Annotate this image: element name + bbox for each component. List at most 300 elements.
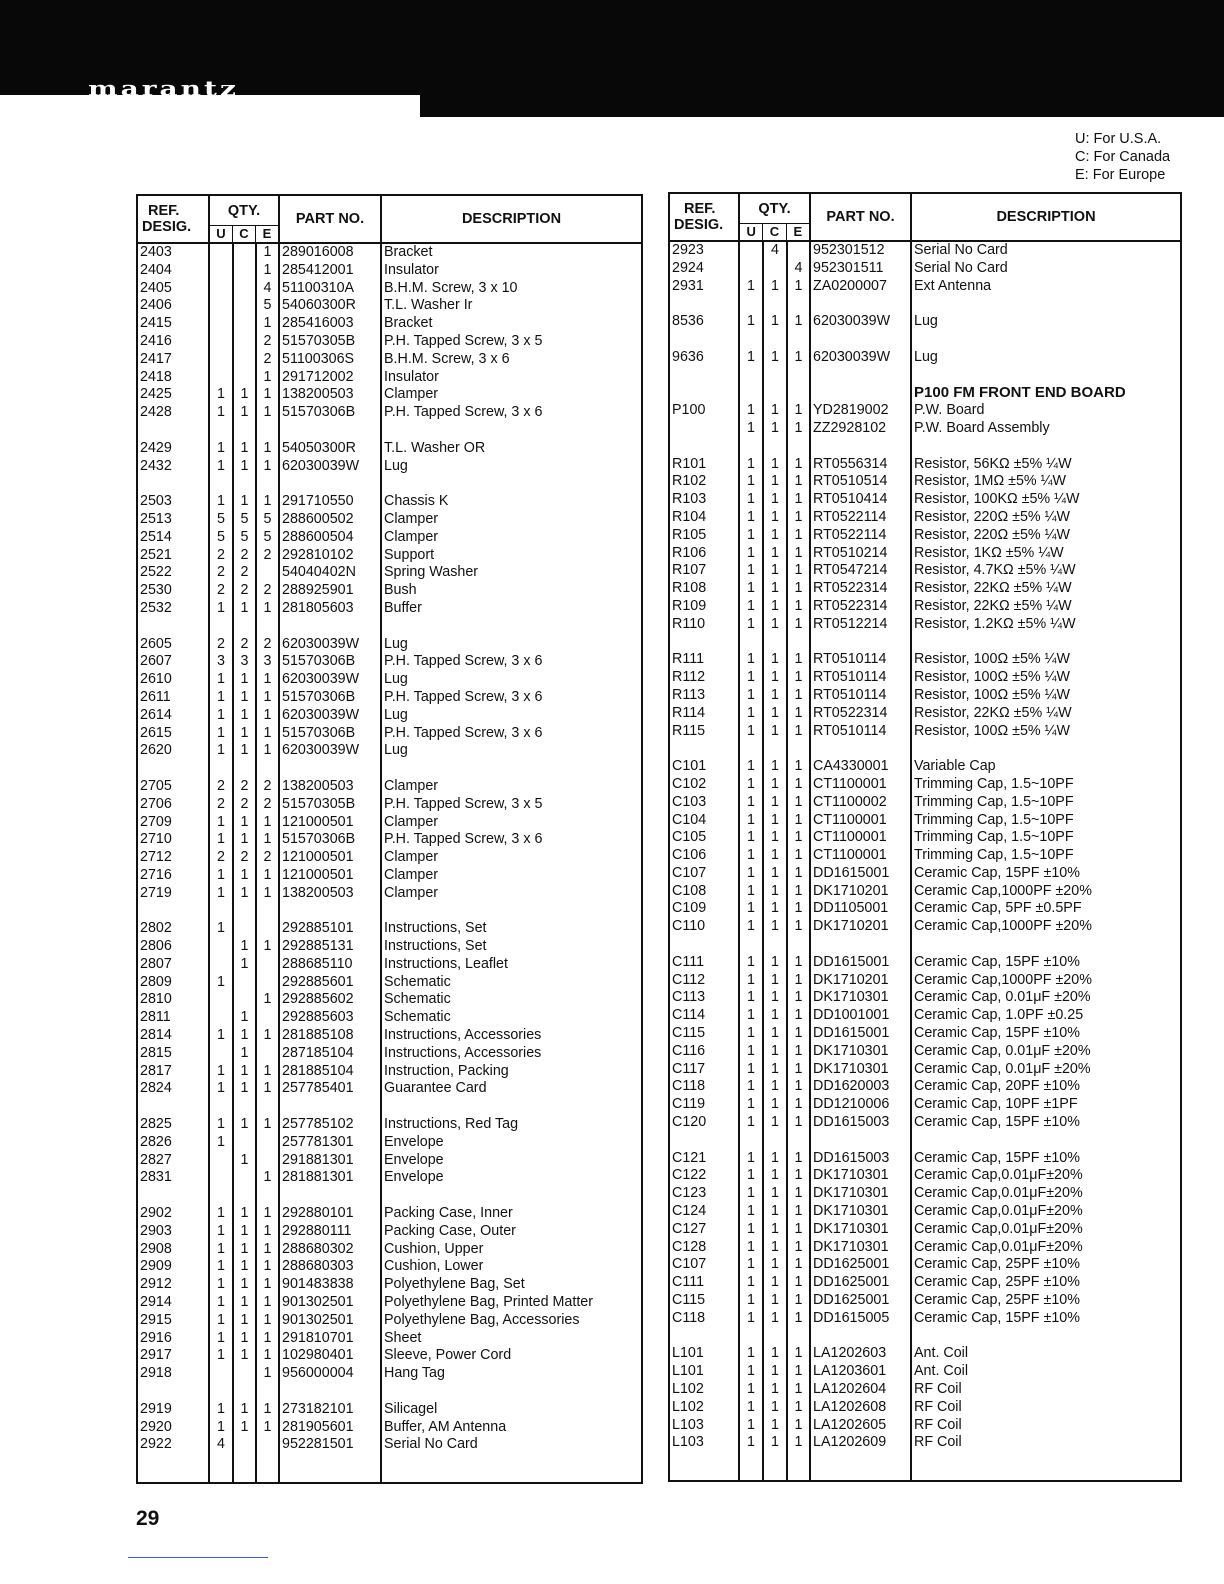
spacer-row <box>137 1383 642 1401</box>
qty-e-cell: 1 <box>787 1185 810 1203</box>
qty-u-cell: 1 <box>739 829 763 847</box>
ref-desig-cell: R101 <box>669 456 739 474</box>
qty-e-cell: 1 <box>256 243 279 262</box>
ref-desig-cell: 2403 <box>137 243 209 262</box>
qty-u-cell: 4 <box>209 1436 233 1454</box>
qty-u-cell: 2 <box>209 582 233 600</box>
description-cell: Ceramic Cap,1000PF ±20% <box>914 918 1092 935</box>
qty-e-cell: 1 <box>787 1221 810 1239</box>
table-row <box>669 1256 1181 1274</box>
ref-desig-cell: 2909 <box>137 1258 209 1276</box>
description-cell: T.L. Washer Ir <box>384 297 473 314</box>
table-row <box>669 972 1181 990</box>
part-no-cell: RT0522314 <box>810 580 911 598</box>
qty-e-cell: 1 <box>256 1347 279 1365</box>
ref-desig-cell: 2521 <box>137 547 209 565</box>
qty-c-cell: 5 <box>233 529 256 547</box>
qty-u-cell: 1 <box>209 1134 233 1152</box>
ref-desig-cell: R106 <box>669 545 739 563</box>
qty-u-cell: 1 <box>209 1063 233 1081</box>
qty-e-cell: 1 <box>256 1116 279 1134</box>
qty-u-cell: 1 <box>739 402 763 420</box>
table-row <box>669 847 1181 865</box>
qty-c-cell: 1 <box>763 758 787 776</box>
ref-desig-cell: 2620 <box>137 742 209 760</box>
filler-cell <box>763 1452 787 1481</box>
ref-desig-cell: C127 <box>669 1221 739 1239</box>
qty-c-cell: 1 <box>233 956 256 974</box>
qty-e-cell: 1 <box>787 473 810 491</box>
spacer-row <box>669 936 1181 954</box>
qty-u-cell <box>209 351 233 369</box>
table-header <box>669 193 1181 241</box>
description-cell: Trimming Cap, 1.5~10PF <box>914 793 1074 810</box>
qty-u-cell: 2 <box>209 564 233 582</box>
qty-e-cell: 1 <box>787 865 810 883</box>
header-banner-extension <box>420 95 1224 117</box>
table-row <box>669 527 1181 545</box>
part-no-cell: DK1710301 <box>810 1239 911 1257</box>
part-no-cell: 62030039W <box>810 349 911 367</box>
table-row <box>669 1061 1181 1079</box>
table-row <box>669 1114 1181 1132</box>
description-cell: Ceramic Cap,0.01μF±20% <box>914 1167 1083 1184</box>
ref-desig-cell: C118 <box>669 1310 739 1328</box>
qty-e-cell: 1 <box>256 742 279 760</box>
spacer-cell <box>763 367 787 385</box>
ref-desig-cell: 2811 <box>137 1009 209 1027</box>
table-row <box>137 1134 642 1152</box>
description-cell: Ceramic Cap,0.01μF±20% <box>914 1238 1083 1255</box>
spacer-cell <box>810 367 911 385</box>
qty-c-cell: 1 <box>763 1221 787 1239</box>
qty-e-cell: 1 <box>787 1096 810 1114</box>
spacer-cell <box>763 1328 787 1346</box>
qty-u-cell <box>209 1365 233 1383</box>
qty-e-cell <box>256 1009 279 1027</box>
qty-c-cell: 1 <box>763 1363 787 1381</box>
description-cell: P.H. Tapped Screw, 3 x 6 <box>384 688 543 705</box>
part-no-cell: DD1615003 <box>810 1150 911 1168</box>
qty-c-cell <box>233 991 256 1009</box>
part-no-cell: CT1100001 <box>810 776 911 794</box>
spacer-row <box>137 422 642 440</box>
table-row <box>669 1345 1181 1363</box>
description-cell: Instructions, Set <box>384 938 487 955</box>
qty-c-cell: 1 <box>763 669 787 687</box>
filler-cell <box>810 1452 911 1481</box>
part-no-cell: 257781301 <box>279 1134 381 1152</box>
spacer-cell <box>810 438 911 456</box>
qty-c-cell: 1 <box>763 1310 787 1328</box>
description-cell: Insulator <box>384 261 439 278</box>
description-cell: Guarantee Card <box>384 1080 487 1097</box>
part-no-header: PART NO. <box>279 195 381 243</box>
part-no-cell: 901302501 <box>279 1312 381 1330</box>
ref-desig-cell: 2522 <box>137 564 209 582</box>
part-no-cell: 62030039W <box>279 636 381 654</box>
description-cell: Resistor, 4.7KΩ ±5% ¼W <box>914 562 1076 579</box>
qty-e-cell: 1 <box>787 491 810 509</box>
table-row <box>669 1203 1181 1221</box>
qty-u-cell: 1 <box>739 651 763 669</box>
ref-desig-cell: R102 <box>669 473 739 491</box>
part-no-cell: RT0510414 <box>810 491 911 509</box>
qty-c-cell: 1 <box>763 1043 787 1061</box>
desig-header: DESIG. <box>142 219 192 235</box>
qty-u-cell: 1 <box>739 918 763 936</box>
qty-c-cell: 1 <box>763 598 787 616</box>
table-header <box>137 195 642 243</box>
table-row <box>669 1078 1181 1096</box>
filler-cell <box>669 1452 739 1481</box>
qty-c-cell: 1 <box>233 938 256 956</box>
description-cell: Instructions, Accessories <box>384 1044 542 1061</box>
qty-c-cell: 1 <box>763 865 787 883</box>
table-row <box>137 369 642 387</box>
ref-header: REF. <box>684 201 716 217</box>
part-no-cell: DD1615001 <box>810 865 911 883</box>
table-row <box>669 918 1181 936</box>
qty-e-cell: 1 <box>256 1169 279 1187</box>
qty-u-cell: 1 <box>739 313 763 331</box>
qty-u-cell: 1 <box>209 1276 233 1294</box>
spacer-cell <box>137 1187 209 1205</box>
table-row <box>669 776 1181 794</box>
qty-e-cell: 1 <box>787 1167 810 1185</box>
qty-c-cell: 1 <box>763 491 787 509</box>
table-row <box>137 1205 642 1223</box>
qty-e-cell <box>256 1436 279 1454</box>
qty-u-cell: 1 <box>739 972 763 990</box>
qty-c-cell: 1 <box>763 545 787 563</box>
qty-header <box>209 195 279 243</box>
ref-desig-cell: L101 <box>669 1345 739 1363</box>
part-no-cell: CT1100001 <box>810 812 911 830</box>
qty-u-cell: 1 <box>739 491 763 509</box>
qty-e-cell: 5 <box>256 297 279 315</box>
qty-u-cell: 1 <box>209 386 233 404</box>
description-cell: Instructions, Leaflet <box>384 955 508 972</box>
description-cell: Packing Case, Outer <box>384 1222 516 1239</box>
qty-e-cell <box>256 1134 279 1152</box>
table-row <box>137 493 642 511</box>
qty-e-cell: 1 <box>256 831 279 849</box>
qty-c-cell: 1 <box>763 527 787 545</box>
qty-u-cell <box>209 280 233 298</box>
qty-u-cell: 1 <box>209 707 233 725</box>
qty-c-cell: 1 <box>763 1150 787 1168</box>
table-row <box>137 814 642 832</box>
part-no-cell: DD1625001 <box>810 1292 911 1310</box>
qty-c-cell <box>233 920 256 938</box>
ref-desig-cell: 2415 <box>137 315 209 333</box>
description-cell: Silicagel <box>384 1400 438 1417</box>
ref-desig-cell: 2705 <box>137 778 209 796</box>
qty-u-cell: 1 <box>209 1312 233 1330</box>
ref-desig-cell: 8536 <box>669 313 739 331</box>
spacer-cell <box>787 367 810 385</box>
ref-desig-cell: 2902 <box>137 1205 209 1223</box>
spacer-cell <box>810 331 911 349</box>
qty-e-cell: 1 <box>787 349 810 367</box>
description-cell: P.H. Tapped Screw, 3 x 6 <box>384 724 543 741</box>
spacer-row <box>137 760 642 778</box>
qty-e-cell: 1 <box>787 1025 810 1043</box>
qty-u-cell: 1 <box>739 1150 763 1168</box>
part-no-cell: 285416003 <box>279 315 381 333</box>
spacer-cell <box>137 760 209 778</box>
description-cell: Polyethylene Bag, Accessories <box>384 1311 580 1328</box>
qty-e-cell: 1 <box>787 562 810 580</box>
table-row <box>137 1365 642 1383</box>
qty-u-cell <box>209 1009 233 1027</box>
spacer-cell <box>787 740 810 758</box>
qty-c-cell: 1 <box>763 420 787 438</box>
description-cell: Schematic <box>384 1009 451 1026</box>
table-row <box>669 509 1181 527</box>
qty-c-cell: 1 <box>233 831 256 849</box>
part-no-cell: 281885104 <box>279 1063 381 1081</box>
table-row <box>669 616 1181 634</box>
ref-desig-cell: C124 <box>669 1203 739 1221</box>
qty-e-cell: 1 <box>787 918 810 936</box>
qty-e-cell: 1 <box>256 991 279 1009</box>
qty-c-cell <box>233 1436 256 1454</box>
part-no-cell: 291710550 <box>279 493 381 511</box>
table-row <box>137 280 642 298</box>
ref-desig-cell: 2919 <box>137 1401 209 1419</box>
description-header: DESCRIPTION <box>381 195 642 243</box>
qty-u-cell: 2 <box>209 778 233 796</box>
table-row <box>137 1009 642 1027</box>
spacer-cell <box>233 1187 256 1205</box>
part-no-cell: 956000004 <box>279 1365 381 1383</box>
qty-u-cell: 1 <box>209 1258 233 1276</box>
part-no-cell: 257785401 <box>279 1080 381 1098</box>
ref-desig-cell: C109 <box>669 900 739 918</box>
description-cell: Serial No Card <box>914 242 1008 258</box>
qty-c-cell <box>233 315 256 333</box>
qty-e-cell: 1 <box>787 1292 810 1310</box>
ref-desig-cell: C122 <box>669 1167 739 1185</box>
qty-u-cell: 1 <box>739 865 763 883</box>
part-no-cell: DD1615003 <box>810 1114 911 1132</box>
qty-header <box>739 193 810 241</box>
spacer-cell <box>763 1132 787 1150</box>
description-cell: Support <box>384 546 435 563</box>
qty-c-cell: 1 <box>763 900 787 918</box>
qty-u-cell <box>209 315 233 333</box>
spacer-cell <box>739 367 763 385</box>
legend-europe: E: For Europe <box>1075 167 1166 183</box>
qty-c-cell: 1 <box>763 313 787 331</box>
spacer-cell <box>787 331 810 349</box>
table-row <box>137 974 642 992</box>
description-cell: Resistor, 22KΩ ±5% ¼W <box>914 580 1072 597</box>
part-no-cell: DD1001001 <box>810 1007 911 1025</box>
spacer-cell <box>209 422 233 440</box>
table-row <box>137 262 642 280</box>
spacer-cell <box>669 438 739 456</box>
description-cell: Ant. Coil <box>914 1345 969 1362</box>
ref-desig-cell: L103 <box>669 1434 739 1452</box>
ref-desig-cell: 2924 <box>669 260 739 278</box>
spacer-cell <box>256 1383 279 1401</box>
spacer-cell <box>279 422 381 440</box>
part-no-cell: 51570306B <box>279 725 381 743</box>
qty-e-cell: 1 <box>787 705 810 723</box>
table-row <box>669 313 1181 331</box>
qty-c-cell: 1 <box>763 1203 787 1221</box>
spacer-cell <box>381 618 642 636</box>
ref-desig-cell: 2908 <box>137 1241 209 1259</box>
spacer-cell <box>256 1187 279 1205</box>
qty-c-cell: 2 <box>233 636 256 654</box>
qty-c-cell: 1 <box>233 742 256 760</box>
description-cell: Ceramic Cap, 15PF ±10% <box>914 1025 1080 1042</box>
qty-u-cell: 1 <box>209 885 233 903</box>
qty-e-cell: 1 <box>787 580 810 598</box>
part-no-cell: 51570306B <box>279 831 381 849</box>
table-row <box>137 1312 642 1330</box>
table-row <box>669 562 1181 580</box>
ref-desig-cell: 2416 <box>137 333 209 351</box>
part-no-cell: 292885601 <box>279 974 381 992</box>
qty-e-cell: 1 <box>256 885 279 903</box>
part-no-cell: RT0522114 <box>810 527 911 545</box>
description-cell: Clamper <box>384 813 439 830</box>
ref-desig-cell: 2513 <box>137 511 209 529</box>
qty-u-cell: 1 <box>209 814 233 832</box>
table-row <box>137 636 642 654</box>
description-cell: Clamper <box>384 386 439 403</box>
ref-desig-cell: R109 <box>669 598 739 616</box>
table-row <box>137 991 642 1009</box>
part-no-cell: 51100310A <box>279 280 381 298</box>
qty-c-cell <box>233 351 256 369</box>
filler-cell <box>256 1454 279 1483</box>
description-cell: P.H. Tapped Screw, 3 x 6 <box>384 831 543 848</box>
table-row <box>137 1169 642 1187</box>
ref-desig-cell: 2824 <box>137 1080 209 1098</box>
spacer-cell <box>810 936 911 954</box>
qty-e-cell: 1 <box>787 776 810 794</box>
table-row <box>137 582 642 600</box>
qty-e-cell <box>256 1152 279 1170</box>
description-cell: Resistor, 1.2KΩ ±5% ¼W <box>914 615 1076 632</box>
qty-c-cell: 1 <box>233 1116 256 1134</box>
qty-e-cell: 1 <box>256 1312 279 1330</box>
spacer-cell <box>810 295 911 313</box>
spacer-cell <box>137 1098 209 1116</box>
qty-e-cell: 1 <box>787 1381 810 1399</box>
part-no-cell: DK1710201 <box>810 972 911 990</box>
table-row <box>137 867 642 885</box>
qty-u-cell: 1 <box>209 831 233 849</box>
part-no-cell: 288600504 <box>279 529 381 547</box>
qty-u-cell: 1 <box>209 1294 233 1312</box>
description-cell: Ant. Coil <box>914 1363 969 1380</box>
description-cell: Ceramic Cap,1000PF ±20% <box>914 882 1092 899</box>
spacer-row <box>669 295 1181 313</box>
part-no-cell: 291712002 <box>279 369 381 387</box>
page-number: 29 <box>136 1507 160 1530</box>
spacer-cell <box>787 1132 810 1150</box>
part-no-header: PART NO. <box>810 193 911 241</box>
description-cell: Clamper <box>384 777 439 794</box>
qty-c-header: C <box>232 226 255 242</box>
qty-e-cell: 1 <box>787 883 810 901</box>
part-no-cell: 288680303 <box>279 1258 381 1276</box>
qty-c-cell: 1 <box>763 278 787 296</box>
qty-e-cell: 1 <box>787 651 810 669</box>
table-row <box>137 1045 642 1063</box>
qty-e-cell: 1 <box>787 278 810 296</box>
description-cell: Ceramic Cap, 15PF ±10% <box>914 1149 1080 1166</box>
part-no-cell: LA1202603 <box>810 1345 911 1363</box>
table-row <box>669 883 1181 901</box>
qty-u-cell: 1 <box>209 1080 233 1098</box>
spacer-cell <box>256 475 279 493</box>
table-row <box>669 1434 1181 1452</box>
table-row <box>137 938 642 956</box>
qty-e-cell: 1 <box>787 1007 810 1025</box>
qty-u-cell: 1 <box>209 867 233 885</box>
description-cell: Variable Cap <box>914 758 996 775</box>
qty-u-cell: 1 <box>739 1363 763 1381</box>
spacer-cell <box>911 936 1181 954</box>
qty-e-cell: 4 <box>787 260 810 278</box>
table-row <box>137 386 642 404</box>
qty-u-cell: 1 <box>739 1274 763 1292</box>
spacer-cell <box>137 422 209 440</box>
qty-c-cell: 1 <box>763 580 787 598</box>
qty-e-cell <box>256 974 279 992</box>
description-cell: Lug <box>384 742 408 759</box>
ref-desig-cell: C119 <box>669 1096 739 1114</box>
table-row <box>669 1150 1181 1168</box>
qty-c-cell <box>233 333 256 351</box>
qty-e-cell: 2 <box>256 582 279 600</box>
table-row <box>669 1096 1181 1114</box>
qty-e-cell: 2 <box>256 849 279 867</box>
part-no-cell: YD2819002 <box>810 402 911 420</box>
ref-desig-cell <box>669 420 739 438</box>
part-no-cell: 54060300R <box>279 297 381 315</box>
qty-c-cell: 1 <box>763 1399 787 1417</box>
qty-e-cell: 1 <box>787 829 810 847</box>
table-row <box>669 1043 1181 1061</box>
qty-u-cell: 1 <box>739 1434 763 1452</box>
part-no-cell <box>810 384 911 402</box>
qty-u-cell: 1 <box>209 725 233 743</box>
table-row <box>669 723 1181 741</box>
qty-c-cell: 1 <box>233 707 256 725</box>
ref-desig-cell: 2806 <box>137 938 209 956</box>
qty-e-cell: 1 <box>256 1401 279 1419</box>
description-cell: Clamper <box>384 528 439 545</box>
qty-c-cell <box>233 1134 256 1152</box>
description-cell: Lug <box>384 671 408 688</box>
spacer-cell <box>739 295 763 313</box>
ref-desig-cell: R113 <box>669 687 739 705</box>
table-row <box>137 1116 642 1134</box>
ref-desig-cell: C121 <box>669 1150 739 1168</box>
part-no-cell: DD1620003 <box>810 1078 911 1096</box>
qty-c-cell: 2 <box>233 796 256 814</box>
qty-e-cell: 1 <box>787 812 810 830</box>
